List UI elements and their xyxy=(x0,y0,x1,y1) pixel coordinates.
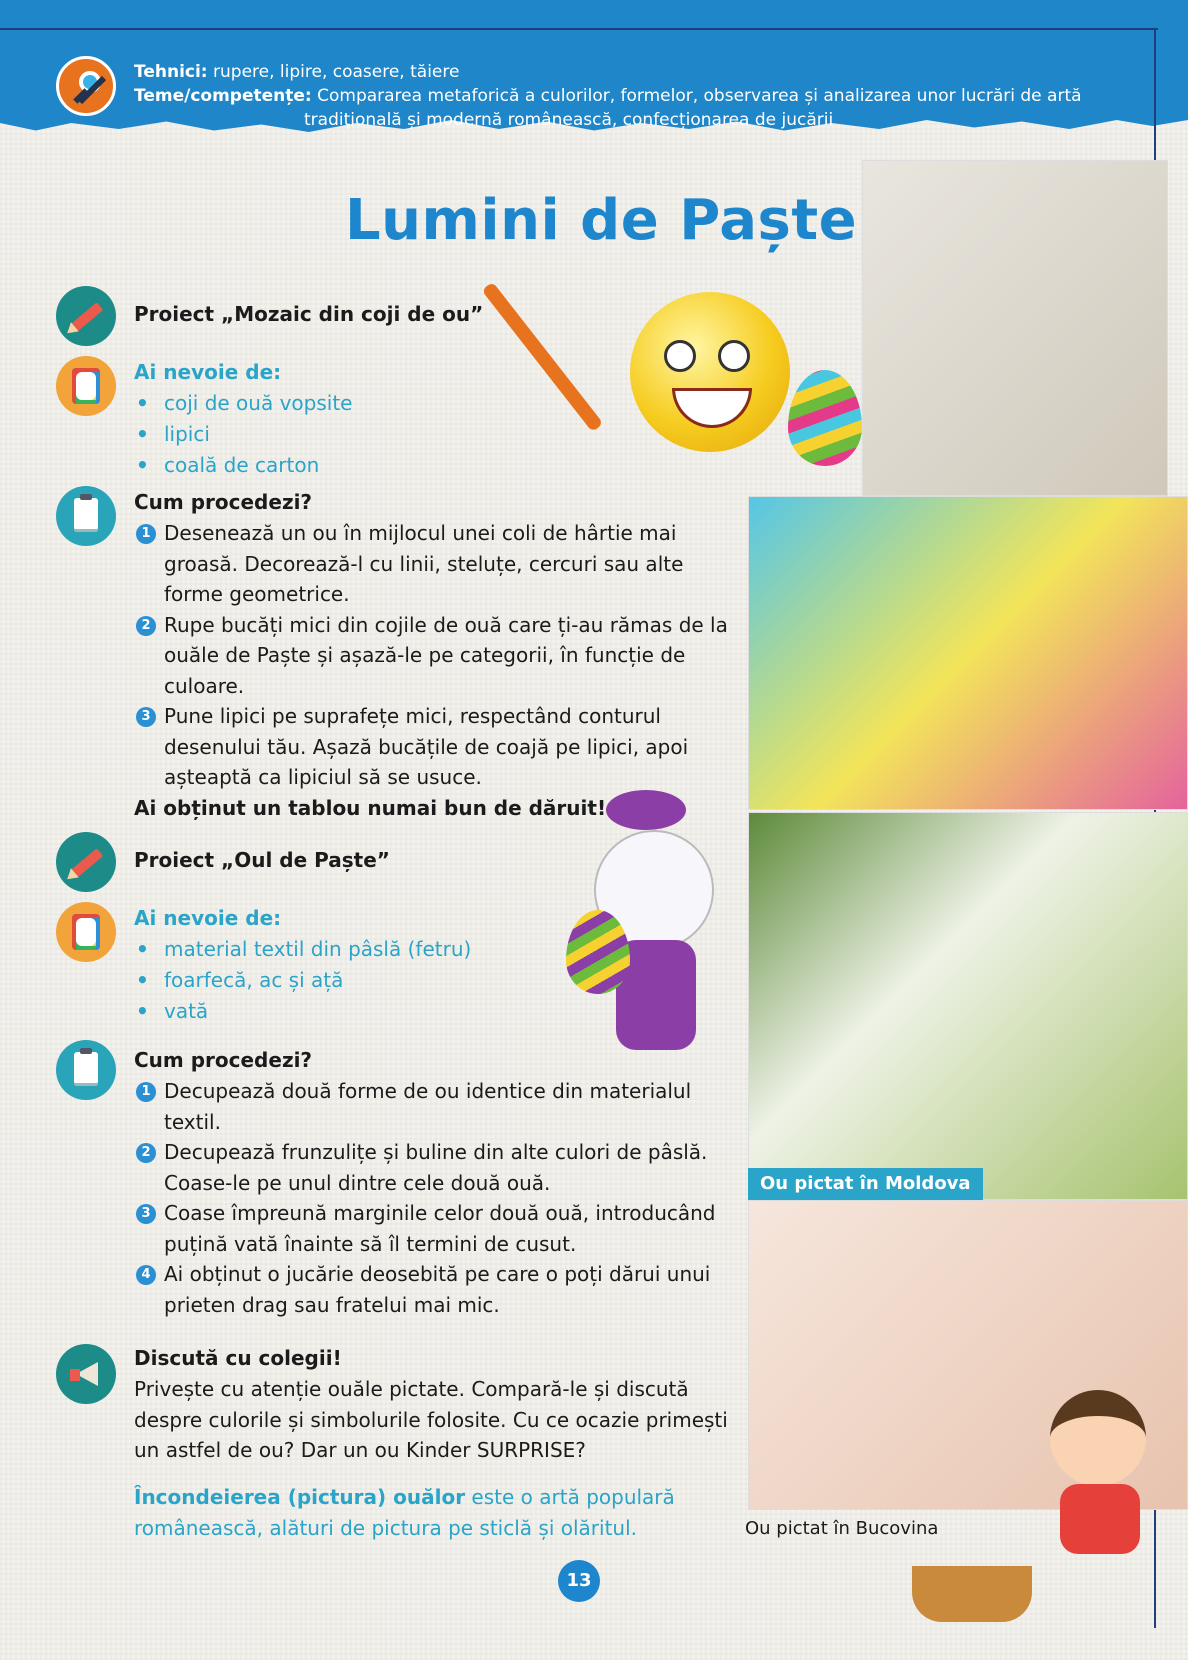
step-number: 1 xyxy=(136,524,156,544)
project1-steps-list xyxy=(134,518,734,793)
step-text: Desenează un ou în mijlocul unei coli de hârtie mai groasă. Decorează-l cu linii, steluțe, cercuri sau alte forme geometrice. xyxy=(164,521,684,606)
caption-moldova: Ou pictat în Moldova xyxy=(748,1168,983,1200)
step-number: 2 xyxy=(136,1143,156,1163)
project2-steps-list xyxy=(134,1076,734,1320)
list-item xyxy=(134,1259,734,1320)
project1-steps-title: Cum procedezi? xyxy=(134,490,313,514)
pencil-icon xyxy=(56,832,116,892)
list-item: • coji de ouă vopsite xyxy=(134,388,352,419)
project1-need-title: Ai nevoie de: xyxy=(134,360,282,384)
discuss-title: Discută cu colegii! xyxy=(134,1346,342,1370)
magnifier-tools-icon xyxy=(56,56,116,116)
themes-text: Compararea metaforică a culorilor, formelor, observarea și analizarea unor lucrări de artă xyxy=(311,86,1082,106)
list-item: • coală de carton xyxy=(134,450,352,481)
step-number: 2 xyxy=(136,616,156,636)
clipboard-icon xyxy=(56,486,116,546)
palette-icon xyxy=(56,356,116,416)
frame-line-top xyxy=(0,28,1158,30)
themes-text-cont: tradițională și modernă românească, confecționarea de jucării xyxy=(304,110,834,130)
smiley-illustration xyxy=(630,292,790,452)
moldova-egg-photo xyxy=(748,812,1188,1200)
discuss-text: Privește cu atenție ouăle pictate. Compară-le și discută despre culorile și simbolurile folosite. Cu ce ocazie primești un astfel de ou? Dar un ou Kinder SURPRISE? xyxy=(134,1377,728,1462)
step-number: 3 xyxy=(136,1204,156,1224)
list-item xyxy=(134,610,734,702)
paintbrush-illustration xyxy=(481,282,603,432)
list-item: • material textil din pâslă (fetru) xyxy=(134,934,471,965)
techniques-label: Tehnici: xyxy=(134,62,208,82)
info-rest: este o artă populară românească, alături de pictura pe sticlă și olăritul. xyxy=(134,1485,675,1540)
egg-basket-illustration xyxy=(912,1566,1032,1622)
bunny-illustration xyxy=(566,770,746,1080)
caption-bucovina: Ou pictat în Bucovina xyxy=(745,1518,939,1539)
project1-closing: Ai obținut un tablou numai bun de dăruit! xyxy=(134,796,607,820)
info-text xyxy=(134,1482,694,1543)
step-number: 4 xyxy=(136,1265,156,1285)
info-bold: Încondeierea (pictura) ouălor xyxy=(134,1485,466,1509)
step-number: 1 xyxy=(136,1082,156,1102)
pencil-icon xyxy=(56,286,116,346)
project2-steps-title: Cum procedezi? xyxy=(134,1048,313,1072)
list-item xyxy=(134,1137,734,1198)
easter-egg-illustration xyxy=(788,370,862,466)
list-item: • lipici xyxy=(134,419,352,450)
mosaic-egg-photo xyxy=(862,160,1168,496)
step-text: Decupează două forme de ou identice din materialul textil. xyxy=(164,1079,692,1134)
megaphone-icon xyxy=(56,1344,116,1404)
header-text xyxy=(134,60,1082,132)
list-item xyxy=(134,1198,734,1259)
list-item: • vată xyxy=(134,996,471,1027)
project1-title: Proiect „Mozaic din coji de ou” xyxy=(134,302,484,326)
list-item xyxy=(134,518,734,610)
clipboard-icon xyxy=(56,1040,116,1100)
step-text: Rupe bucăți mici din cojile de ouă care ți-au rămas de la ouăle de Paște și așază-le pe categorii, în funcție de culoare. xyxy=(164,612,728,698)
project2-need-title: Ai nevoie de: xyxy=(134,906,282,930)
project1-needs-list xyxy=(134,388,352,481)
page-title: Lumini de Paște xyxy=(345,188,858,253)
list-item: • foarfecă, ac și ață xyxy=(134,965,471,996)
step-text: Pune lipici pe suprafețe mici, respectând conturul desenului tău. Așază bucățile de coajă pe lipici, apoi așteaptă ca lipiciul să se usuce. xyxy=(164,704,689,789)
list-item xyxy=(134,1076,734,1137)
palette-icon xyxy=(56,902,116,962)
step-text: Ai obținut o jucărie deosebită pe care o poți dărui unui prieten drag sau fratelui mai mic. xyxy=(164,1262,711,1317)
step-text: Coase împreună marginile celor două ouă, introducând puțină vată înainte să îl termini de cusut. xyxy=(164,1201,716,1256)
step-number: 3 xyxy=(136,707,156,727)
page-number: 13 xyxy=(558,1560,600,1602)
boy-illustration xyxy=(1020,1390,1170,1600)
themes-label: Teme/competențe: xyxy=(134,86,312,106)
project2-title: Proiect „Oul de Paște” xyxy=(134,848,390,872)
step-text: Decupează frunzulițe și buline din alte culori de pâslă. Coase-le pe unul dintre cele două ouă. xyxy=(164,1140,708,1195)
project2-needs-list xyxy=(134,934,471,1027)
techniques-text: rupere, lipire, coasere, tăiere xyxy=(207,62,460,82)
felt-egg-photo xyxy=(748,496,1188,810)
